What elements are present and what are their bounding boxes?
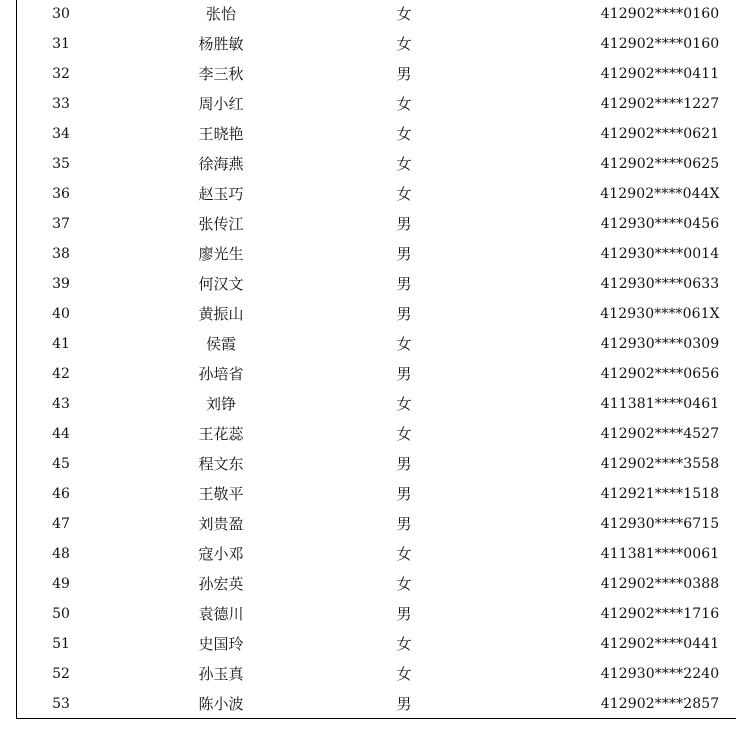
person-gender: 女	[396, 185, 412, 203]
person-name: 张传江	[198, 215, 244, 233]
person-name: 陈小波	[198, 695, 244, 713]
person-name: 孙宏英	[198, 575, 244, 593]
table-row	[17, 89, 736, 119]
person-name: 赵玉巧	[198, 185, 244, 203]
row-number: 30	[52, 6, 70, 22]
id-number: 412902****0625	[600, 156, 720, 172]
id-number: 412902****0160	[600, 36, 720, 52]
row-number: 46	[52, 486, 70, 502]
id-number: 412921****1518	[600, 486, 720, 502]
row-number: 38	[52, 246, 70, 262]
row-number: 52	[52, 666, 70, 682]
person-name: 孙培省	[198, 365, 244, 383]
person-name: 黄振山	[198, 305, 244, 323]
id-number: 412930****0014	[600, 246, 720, 262]
person-gender: 男	[396, 515, 412, 533]
row-number: 31	[52, 36, 70, 52]
id-number: 412930****0633	[600, 276, 720, 292]
row-number: 47	[52, 516, 70, 532]
person-name: 杨胜敏	[198, 35, 244, 53]
row-number: 51	[52, 636, 70, 652]
person-name: 徐海燕	[198, 155, 244, 173]
person-gender: 女	[396, 5, 412, 23]
id-number: 411381****0461	[600, 396, 720, 412]
person-gender: 男	[396, 65, 412, 83]
row-number: 48	[52, 546, 70, 562]
id-number: 412902****4527	[600, 426, 720, 442]
id-number: 412902****0160	[600, 6, 720, 22]
person-gender: 男	[396, 605, 412, 623]
person-gender: 女	[396, 575, 412, 593]
person-gender: 女	[396, 545, 412, 563]
id-number: 412902****0441	[600, 636, 720, 652]
id-number: 412902****1227	[600, 96, 720, 112]
row-number: 37	[52, 216, 70, 232]
person-name: 李三秋	[198, 65, 244, 83]
id-number: 412902****044X	[600, 186, 720, 202]
table-row	[17, 569, 736, 599]
id-number: 412930****0309	[600, 336, 720, 352]
person-name: 刘贵盈	[198, 515, 244, 533]
row-number: 35	[52, 156, 70, 172]
table-row	[17, 239, 736, 269]
id-number: 412930****2240	[600, 666, 720, 682]
person-name: 程文东	[198, 455, 244, 473]
id-number: 412902****3558	[600, 456, 720, 472]
id-number: 412902****1716	[600, 606, 720, 622]
person-name: 王晓艳	[198, 125, 244, 143]
person-gender: 女	[396, 155, 412, 173]
row-number: 33	[52, 96, 70, 112]
table-row	[17, 449, 736, 479]
table-row	[17, 629, 736, 659]
table-row	[17, 419, 736, 449]
table-row	[17, 179, 736, 209]
id-number: 412902****2857	[600, 696, 720, 712]
table-row	[17, 329, 736, 359]
person-gender: 女	[396, 425, 412, 443]
person-gender: 男	[396, 305, 412, 323]
person-gender: 男	[396, 275, 412, 293]
row-number: 49	[52, 576, 70, 592]
table-row	[17, 149, 736, 179]
person-gender: 女	[396, 635, 412, 653]
table-row	[17, 389, 736, 419]
person-name: 王花蕊	[198, 425, 244, 443]
row-number: 32	[52, 66, 70, 82]
person-name: 寇小邓	[198, 545, 244, 563]
table-row	[17, 509, 736, 539]
person-gender: 男	[396, 485, 412, 503]
row-number: 36	[52, 186, 70, 202]
person-gender: 女	[396, 95, 412, 113]
person-gender: 男	[396, 695, 412, 713]
id-number: 412902****0411	[600, 66, 720, 82]
row-number: 45	[52, 456, 70, 472]
person-name: 侯霞	[205, 335, 236, 353]
table-row	[17, 0, 736, 29]
table-row	[17, 359, 736, 389]
person-name: 刘铮	[205, 395, 236, 413]
table-row	[17, 479, 736, 509]
row-number: 39	[52, 276, 70, 292]
id-number: 411381****0061	[600, 546, 720, 562]
id-number: 412930****061X	[600, 306, 720, 322]
row-number: 50	[52, 606, 70, 622]
table-row	[17, 599, 736, 629]
person-gender: 女	[396, 395, 412, 413]
person-name: 张怡	[205, 5, 236, 23]
person-name: 史国玲	[198, 635, 244, 653]
person-name: 周小红	[198, 95, 244, 113]
id-number: 412902****0388	[600, 576, 720, 592]
person-name: 孙玉真	[198, 665, 244, 683]
person-name: 王敬平	[198, 485, 244, 503]
roster-table	[16, 0, 736, 719]
person-gender: 女	[396, 35, 412, 53]
row-number: 34	[52, 126, 70, 142]
row-number: 53	[52, 696, 70, 712]
person-name: 廖光生	[198, 245, 244, 263]
person-gender: 女	[396, 335, 412, 353]
table-row	[17, 689, 736, 719]
id-number: 412902****0656	[600, 366, 720, 382]
table-row	[17, 269, 736, 299]
row-number: 43	[52, 396, 70, 412]
person-gender: 女	[396, 125, 412, 143]
person-gender: 男	[396, 215, 412, 233]
id-number: 412930****6715	[600, 516, 720, 532]
person-name: 何汉文	[198, 275, 244, 293]
row-number: 44	[52, 426, 70, 442]
table-row	[17, 119, 736, 149]
person-gender: 女	[396, 665, 412, 683]
row-number: 40	[52, 306, 70, 322]
id-number: 412902****0621	[600, 126, 720, 142]
row-number: 41	[52, 336, 70, 352]
person-gender: 男	[396, 245, 412, 263]
row-number: 42	[52, 366, 70, 382]
person-name: 袁德川	[198, 605, 244, 623]
table-row	[17, 29, 736, 59]
table-row	[17, 59, 736, 89]
table-row	[17, 539, 736, 569]
id-number: 412930****0456	[600, 216, 720, 232]
table-row	[17, 209, 736, 239]
table-row	[17, 299, 736, 329]
person-gender: 男	[396, 455, 412, 473]
person-gender: 男	[396, 365, 412, 383]
table-row	[17, 659, 736, 689]
